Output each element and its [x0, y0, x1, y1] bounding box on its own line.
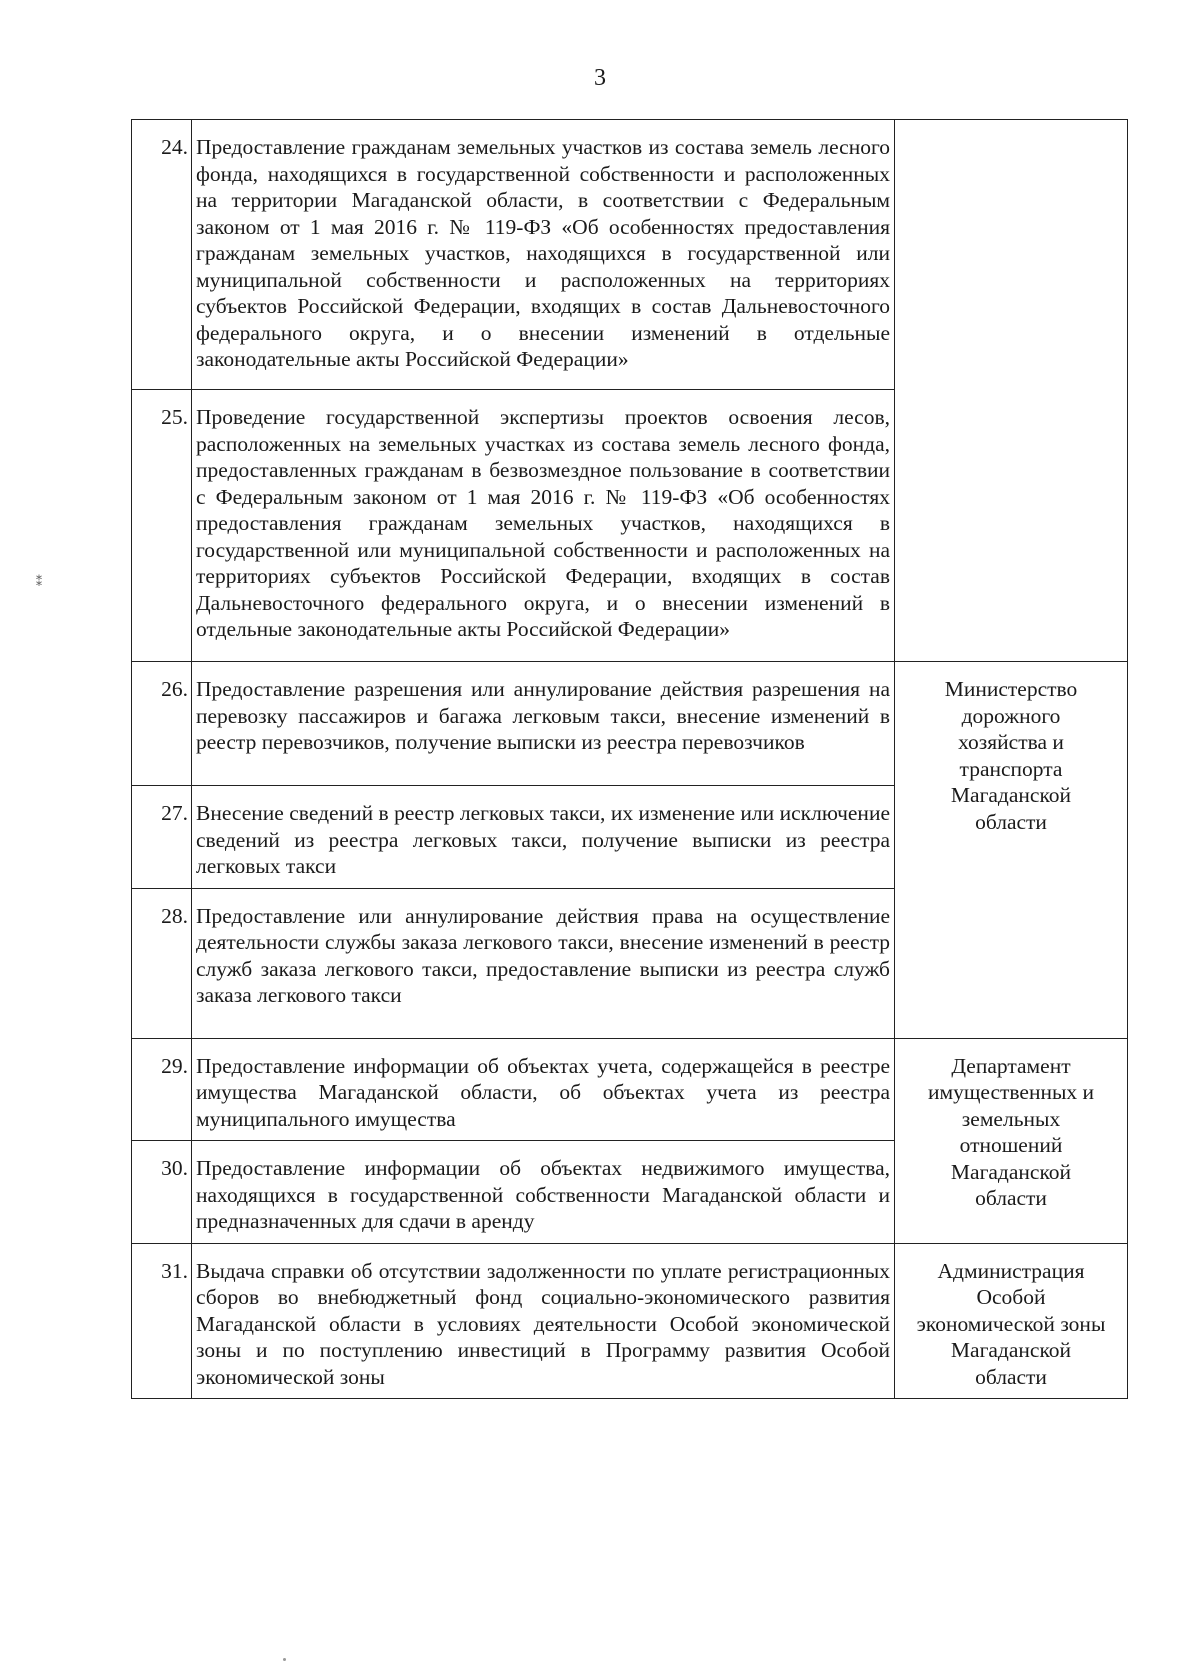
- row-number: 24.: [132, 120, 192, 390]
- row-number: 26.: [132, 662, 192, 786]
- service-description: Предоставление или аннулирование действия права на осуществление деятельности службы заказа легкового такси, внесение изменений в реестр служб заказа легкового такси, предоставление выписки из реестра служб заказа легкового такси: [192, 888, 895, 1038]
- row-number: 29.: [132, 1038, 192, 1141]
- service-description: Внесение сведений в реестр легковых такси, их изменение или исключение сведений из реестра легковых такси, получение выписки из реестра легковых такси: [192, 786, 895, 889]
- row-number: 30.: [132, 1141, 192, 1244]
- table-row: [132, 662, 1128, 786]
- scan-speck-mark: ⁑: [36, 575, 42, 589]
- service-description: Проведение государственной экспертизы проектов освоения лесов, расположенных на земельных участках из состава земель лесного фонда, предоставленных гражданам в безвозмездное пользование в соответствии с Федеральным законом от 1 мая 2016 г. № 119-ФЗ «Об особенностях предоставления гражданам земельных участков, находящихся в государственной или муниципальной собственности и расположенных на территориях субъектов Российской Федерации, входящих в состав Дальневосточного федерального округа, и о внесении изменений в отдельные законодательные акты Российской Федерации»: [192, 390, 895, 662]
- row-number: 28.: [132, 888, 192, 1038]
- table-row: [132, 120, 1128, 390]
- table-row: [132, 1243, 1128, 1399]
- responsible-org: [895, 1243, 1128, 1399]
- org-name: Министерство дорожного хозяйства и транспорта Магаданской области: [944, 677, 1078, 834]
- service-description: Выдача справки об отсутствии задолженности по уплате регистрационных сборов во внебюджетный фонд социально-экономического развития Магаданской области в условиях деятельности Особой экономической зоны и по поступлению инвестиций в Программу развития Особой экономической зоны: [192, 1243, 895, 1399]
- page-number: 3: [594, 65, 606, 91]
- responsible-org: [895, 1038, 1128, 1243]
- responsible-org-empty: [895, 120, 1128, 662]
- service-description: Предоставление информации об объектах недвижимого имущества, находящихся в государственной собственности Магаданской области и предназначенных для сдачи в аренду: [192, 1141, 895, 1244]
- row-number: 31.: [132, 1243, 192, 1399]
- row-number: 27.: [132, 786, 192, 889]
- service-description: Предоставление разрешения или аннулирование действия разрешения на перевозку пассажиров и багажа легковым такси, внесение изменений в реестр перевозчиков, получение выписки из реестра перевозчиков: [192, 662, 895, 786]
- service-description: Предоставление информации об объектах учета, содержащейся в реестре имущества Магаданской области, об объектах учета из реестра муниципального имущества: [192, 1038, 895, 1141]
- row-number: 25.: [132, 390, 192, 662]
- table-row: [132, 1038, 1128, 1141]
- scan-dot-mark: [283, 1658, 286, 1661]
- responsible-org: [895, 662, 1128, 1039]
- service-description: Предоставление гражданам земельных участков из состава земель лесного фонда, находящихся в государственной собственности и расположенных на территории Магаданской области, в соответствии с Федеральным законом от 1 мая 2016 г. № 119-ФЗ «Об особенностях предоставления гражданам земельных участков, находящихся в государственной или муниципальной собственности и расположенных на территориях субъектов Российской Федерации, входящих в состав Дальневосточного федерального округа, и о внесении изменений в отдельные законодательные акты Российской Федерации»: [192, 120, 895, 390]
- org-name: Департамент имущественных и земельных отношений Магаданской области: [927, 1053, 1095, 1210]
- services-table: [131, 119, 1128, 1399]
- org-name: Администрация Особой экономической зоны Магаданской области: [916, 1258, 1106, 1389]
